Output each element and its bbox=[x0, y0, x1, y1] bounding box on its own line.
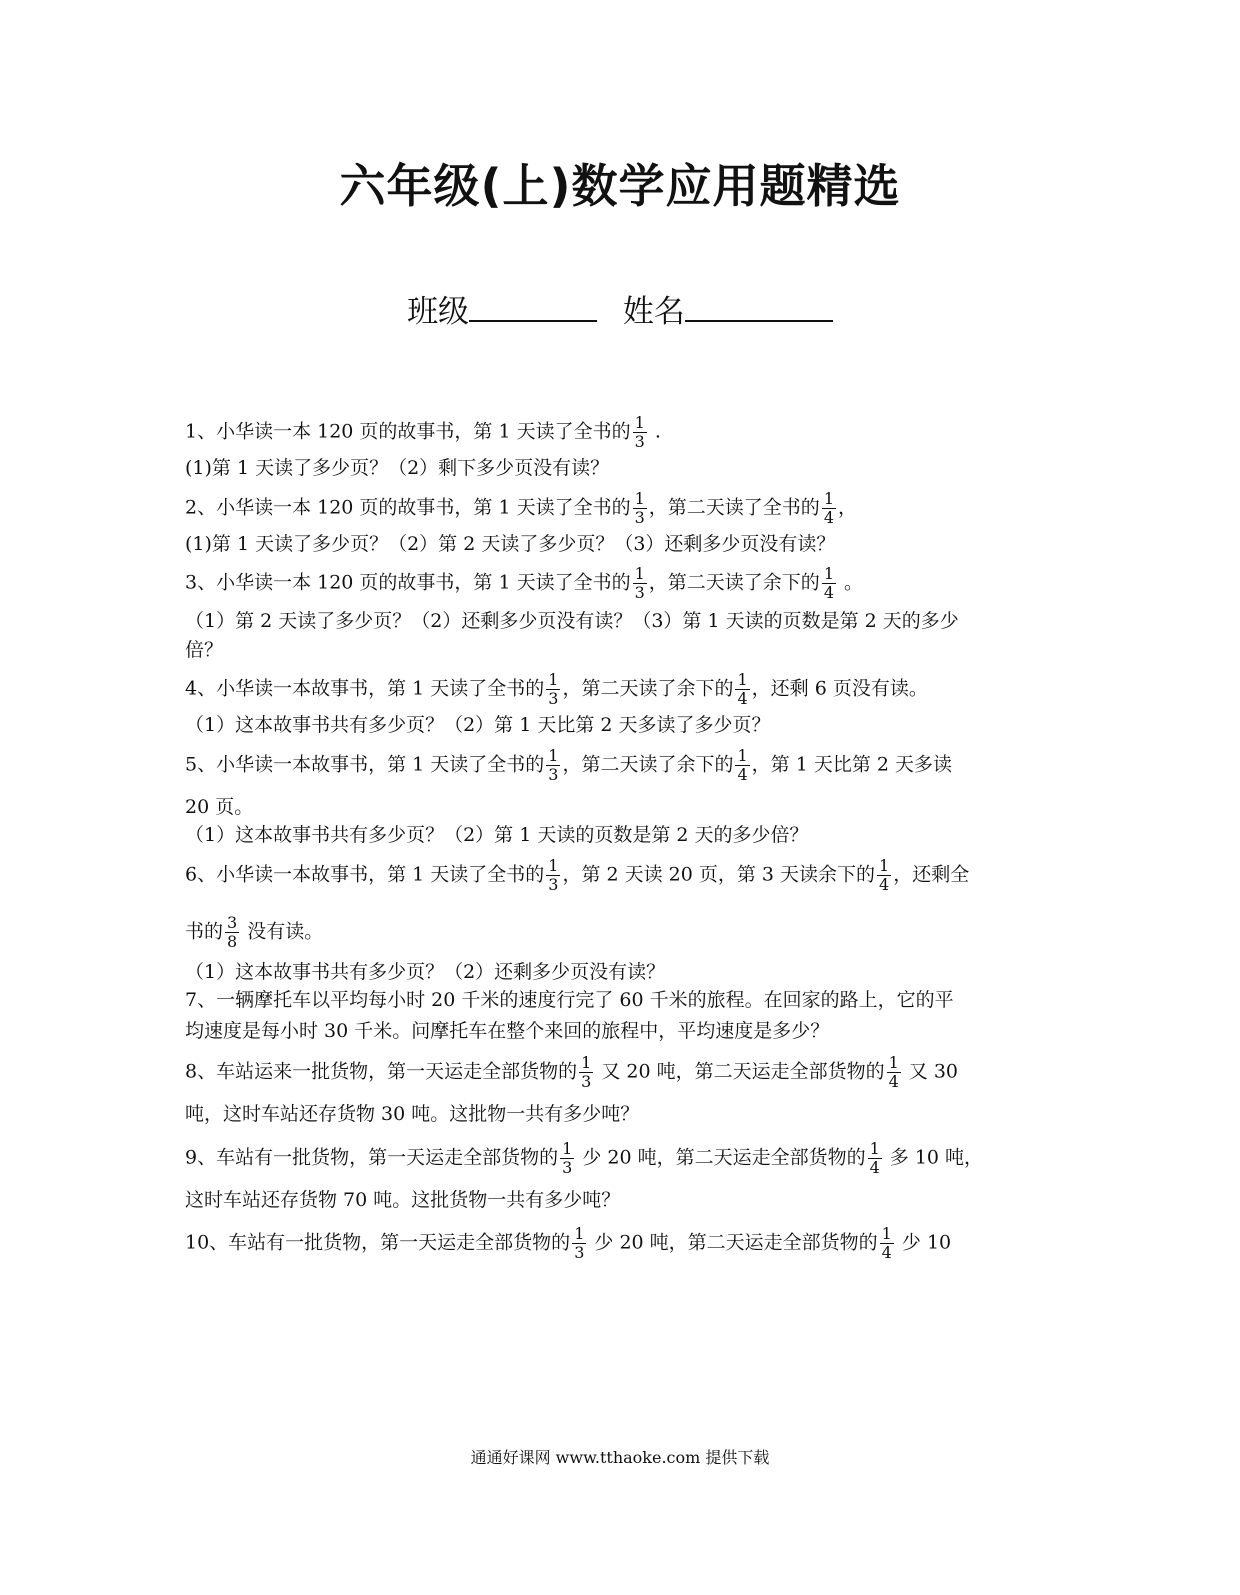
problem-6-cont: 书的 $\frac{3}{8}$ 没有读。 bbox=[185, 912, 324, 951]
problem-2-questions: (1)第 1 天读了多少页？（2）第 2 天读了多少页？（3）还剩多少页没有读？ bbox=[185, 532, 836, 555]
name-label: 姓名 bbox=[622, 294, 685, 330]
problem-9-cont: 这时车站还存货物 70 吨。这批货物一共有多少吨？ bbox=[185, 1188, 621, 1211]
problem-5: 5、小华读一本故事书，第 1 天读了全书的 $\frac{1}{3}$ ，第二天读了余下的 $\frac{1}{4}$ ，第 1 天比第 2 天多读 bbox=[185, 745, 952, 784]
fraction: $\frac{1}{4}$ bbox=[737, 670, 748, 708]
problem-6: 6、小华读一本故事书，第 1 天读了全书的 $\frac{1}{3}$ ，第 2 天读 20 页，第 3 天读余下的 $\frac{1}{4}$ ，还剩全 bbox=[185, 855, 970, 894]
fraction: $\frac{1}{4}$ bbox=[881, 1224, 892, 1262]
problem-3-questions: （1）第 2 天读了多少页？（2）还剩多少页没有读？（3）第 1 天读的页数是第 2 天的多少 bbox=[185, 610, 959, 632]
problem-3-questions-cont: 倍？ bbox=[185, 638, 224, 661]
name-blank[interactable] bbox=[685, 290, 833, 322]
fraction: $\frac{1}{4}$ bbox=[823, 488, 834, 527]
problem-list bbox=[185, 415, 1045, 1261]
fraction: $\frac{3}{8}$ bbox=[227, 912, 238, 951]
class-label: 班级 bbox=[407, 294, 470, 330]
fraction: $\frac{1}{4}$ bbox=[888, 1053, 899, 1091]
problem-8-cont: 吨，这时车站还存货物 30 吨。这批物一共有多少吨？ bbox=[185, 1103, 640, 1125]
problem-4-questions: （1）这本故事书共有多少页？（2）第 1 天比第 2 天多读了多少页？ bbox=[185, 714, 771, 736]
fraction: $\frac{1}{3}$ bbox=[634, 488, 645, 527]
problem-5-questions: （1）这本故事书共有多少页？（2）第 1 天读的页数是第 2 天的多少倍？ bbox=[185, 824, 809, 846]
fraction: $\frac{1}{3}$ bbox=[581, 1053, 592, 1091]
problem-7: 7、一辆摩托车以平均每小时 20 千米的速度行完了 60 千米的旅程。在回家的路上，它的平 bbox=[185, 989, 954, 1011]
problem-10: 10、车站有一批货物，第一天运走全部货物的 $\frac{1}{3}$ 少 20 吨，第二天运走全部货物的 $\frac{1}{4}$ 少 10 bbox=[185, 1224, 952, 1262]
page-title: 六年级(上)数学应用题精选 bbox=[339, 159, 901, 213]
problem-4: 4、小华读一本故事书，第 1 天读了全书的 $\frac{1}{3}$ ，第二天读了余下的 $\frac{1}{4}$ ，还剩 6 页没有读。 bbox=[185, 670, 928, 708]
fraction: $\frac{1}{3}$ bbox=[634, 413, 645, 451]
problem-1: 1、小华读一本 120 页的故事书，第 1 天读了全书的 $\frac{1}{3}$ . bbox=[185, 413, 661, 451]
page-footer: 通通好课网 www.tthaoke.com 提供下载 bbox=[470, 1448, 770, 1467]
fraction: $\frac{1}{3}$ bbox=[548, 855, 559, 894]
problem-5-cont: 20 页。 bbox=[185, 795, 254, 818]
problem-7-cont: 均速度是每小时 30 千米。问摩托车在整个来回的旅程中，平均速度是多少？ bbox=[185, 1019, 830, 1042]
student-info-line bbox=[0, 286, 1240, 331]
problem-6-questions: （1）这本故事书共有多少页？（2）还剩多少页没有读？ bbox=[185, 960, 666, 983]
problem-9: 9、车站有一批货物，第一天运走全部货物的 $\frac{1}{3}$ 少 20 吨，第二天运走全部货物的 $\frac{1}{4}$ 多 10 吨， bbox=[185, 1138, 984, 1177]
problem-8: 8、车站运来一批货物，第一天运走全部货物的 $\frac{1}{3}$ 又 20 吨，第二天运走全部货物的 $\frac{1}{4}$ 又 30 bbox=[185, 1053, 959, 1091]
fraction: $\frac{1}{3}$ bbox=[548, 745, 559, 784]
class-blank[interactable] bbox=[469, 290, 597, 322]
fraction: $\frac{1}{3}$ bbox=[574, 1224, 585, 1262]
problem-1-questions: (1)第 1 天读了多少页？（2）剩下多少页没有读？ bbox=[185, 457, 610, 479]
fraction: $\frac{1}{3}$ bbox=[562, 1138, 573, 1177]
fraction: $\frac{1}{4}$ bbox=[823, 564, 834, 602]
fraction: $\frac{1}{3}$ bbox=[634, 564, 645, 602]
problem-2: 2、小华读一本 120 页的故事书，第 1 天读了全书的 $\frac{1}{3}$ ，第二天读了全书的 $\frac{1}{4}$ ， bbox=[185, 488, 858, 527]
fraction: $\frac{1}{4}$ bbox=[737, 745, 748, 784]
fraction: $\frac{1}{3}$ bbox=[548, 670, 559, 708]
fraction: $\frac{1}{4}$ bbox=[879, 855, 890, 894]
fraction: $\frac{1}{4}$ bbox=[869, 1138, 880, 1177]
problem-3: 3、小华读一本 120 页的故事书，第 1 天读了全书的 $\frac{1}{3}$ ，第二天读了余下的 $\frac{1}{4}$ 。 bbox=[185, 564, 864, 602]
